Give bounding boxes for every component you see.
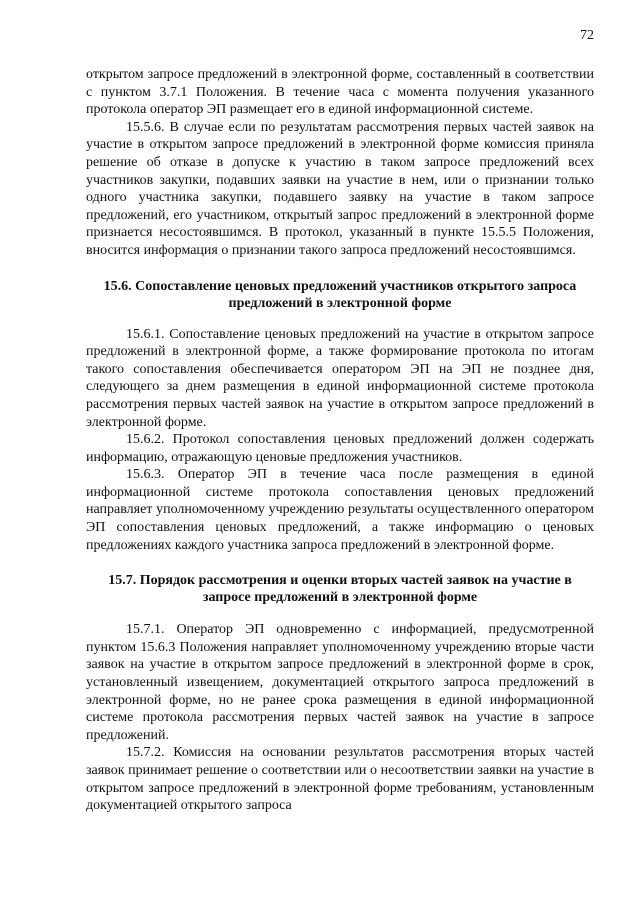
paragraph-15-7-1: 15.7.1. Оператор ЭП одновременно с информацией, предусмотренной пунктом 15.6.3 Положения направляет уполномоченному учреждению вторые части заявок на участие в открытом запросе предложений в электронной форме в срок, установленный извещением, документацией открытого запроса предложений в электронной форме, но не ранее срока размещения в единой информационной системе протокола рассмотрения первых частей заявок на участие в запросе предложений. bbox=[86, 622, 594, 743]
section-heading-15-6: 15.6. Сопоставление ценовых предложений участников открытого запроса предложений в электронной форме bbox=[103, 278, 577, 311]
section-heading-15-7: 15.7. Порядок рассмотрения и оценки вторых частей заявок на участие в запросе предложений в электронной форме bbox=[108, 573, 572, 606]
paragraph-15-5-6: 15.5.6. В случае если по результатам рассмотрения первых частей заявок на участие в открытом запросе предложений в электронной форме комиссия приняла решение об отказе в допуске к участию в таком запросе предложений всех участников закупки, подавших заявки на участие в нем, или о признании только одного участника закупки, подавшего заявку на участие в таком запросе предложений, его участником, открытый запрос предложений в электронной форме признается несостоявшимся. В протокол, указанный в пункте 15.5.5 Положения, вносится информация о признании такого запроса предложений несостоявшимся. bbox=[86, 119, 594, 258]
paragraph-15-6-2: 15.6.2. Протокол сопоставления ценовых предложений должен содержать информацию, отражающую ценовые предложения участников. bbox=[86, 432, 594, 465]
paragraph-15-6-1: 15.6.1. Сопоставление ценовых предложений на участие в открытом запросе предложений в электронной форме, а также формирование протокола по итогам такого сопоставления обеспечивается оператором ЭП на ЭП не позднее дня, следующего за днем размещения в единой информационной системе протокола рассмотрения первых частей заявок на участие в открытом запросе предложений в электронной форме. bbox=[86, 326, 594, 430]
paragraph-15-7-2: 15.7.2. Комиссия на основании результатов рассмотрения вторых частей заявок принимает решение о соответствии или о несоответствии заявки на участие в открытом запросе предложений в электронной форме требованиям, установленным документацией открытого запроса bbox=[86, 745, 594, 814]
paragraph-15-6-3: 15.6.3. Оператор ЭП в течение часа после размещения в единой информационной системе протокола сопоставления ценовых предложений направляет уполномоченному учреждению результаты осуществленного оператором ЭП сопоставления ценовых предложений, а также информацию о ценовых предложениях каждого участника запроса предложений в электронной форме. bbox=[86, 467, 594, 553]
page-content bbox=[86, 66, 594, 815]
page-number: 72 bbox=[580, 28, 594, 43]
paragraph-continuation: открытом запросе предложений в электронной форме, составленный в соответствии с пунктом 3.7.1 Положения. В течение часа с момента получения указанного протокола оператор ЭП размещает его в единой информационной системе. bbox=[86, 67, 594, 118]
